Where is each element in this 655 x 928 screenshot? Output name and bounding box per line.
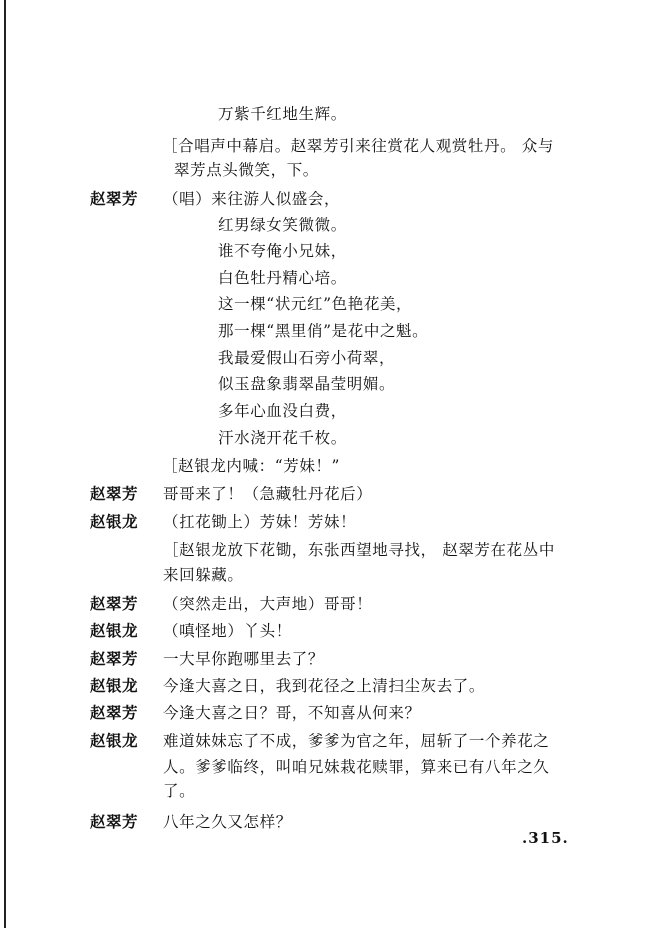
verse-line: 我最爱假山石旁小荷翠， (218, 349, 396, 367)
verse-line: 谁不夸俺小兄妹， (218, 242, 347, 260)
verse-line: 似玉盘象翡翠晶莹明媚。 (218, 375, 396, 393)
stage-direction: 翠芳点头微笑，下。 (174, 161, 319, 179)
stage-direction: 来回躲藏。 (163, 566, 244, 584)
speaker-name: 赵翠芳 (90, 484, 139, 503)
speaker-name: 赵翠芳 (90, 812, 139, 831)
dialogue-line: 一大早你跑哪里去了？ (163, 650, 325, 668)
verse-line: 那一棵“黑里俏”是花中之魁。 (218, 322, 429, 340)
dialogue-line: 了。 (163, 782, 196, 800)
stage-direction: ［赵银龙内喊：“芳妹！” (162, 457, 341, 475)
dialogue-line: 难道妹妹忘了不成，爹爹为官之年，屈斩了一个养花之 (163, 732, 550, 750)
dialogue-line: （唱）来往游人似盛会， (163, 190, 341, 208)
dialogue-line: 今逢大喜之日，我到花径之上清扫尘灰去了。 (163, 677, 486, 695)
dialogue-line: （突然走出，大声地）哥哥！ (163, 595, 373, 613)
dialogue-line: （扛花锄上）芳妹！芳妹！ (163, 513, 357, 531)
dialogue-line: 人。爹爹临终，叫咱兄妹栽花赎罪，算来已有八年之久 (163, 758, 550, 776)
page-edge-rule (4, 0, 6, 928)
speaker-name: 赵银龙 (90, 731, 139, 750)
verse-line: 多年心血没白费， (218, 402, 347, 420)
verse-line: 汗水浇开花千枚。 (218, 429, 347, 447)
speaker-name: 赵翠芳 (90, 189, 139, 208)
speaker-name: 赵翠芳 (90, 594, 139, 613)
verse-line: 红男绿女笑微微。 (218, 216, 347, 234)
speaker-name: 赵银龙 (90, 676, 139, 695)
verse-line: 万紫千红地生辉。 (218, 105, 347, 123)
dialogue-line: 八年之久又怎样？ (163, 813, 292, 831)
page-number: .315. (522, 829, 569, 847)
stage-direction: ［赵银龙放下花锄，东张西望地寻找， 赵翠芳在花丛中 (163, 541, 555, 559)
verse-line: 白色牡丹精心培。 (218, 269, 347, 287)
verse-line: 这一棵“状元红”色艳花美， (218, 295, 413, 313)
dialogue-line: （嗔怪地）丫头！ (163, 622, 292, 640)
speaker-name: 赵翠芳 (90, 649, 139, 668)
dialogue-line: 哥哥来了！（急藏牡丹花后） (163, 485, 373, 503)
speaker-name: 赵银龙 (90, 621, 139, 640)
dialogue-line: 今逢大喜之日？哥，不知喜从何来？ (163, 704, 421, 722)
stage-direction: ［合唱声中幕启。赵翠芳引来往赏花人观赏牡丹。 众与 (162, 137, 554, 155)
speaker-name: 赵银龙 (90, 512, 139, 531)
speaker-name: 赵翠芳 (90, 703, 139, 722)
